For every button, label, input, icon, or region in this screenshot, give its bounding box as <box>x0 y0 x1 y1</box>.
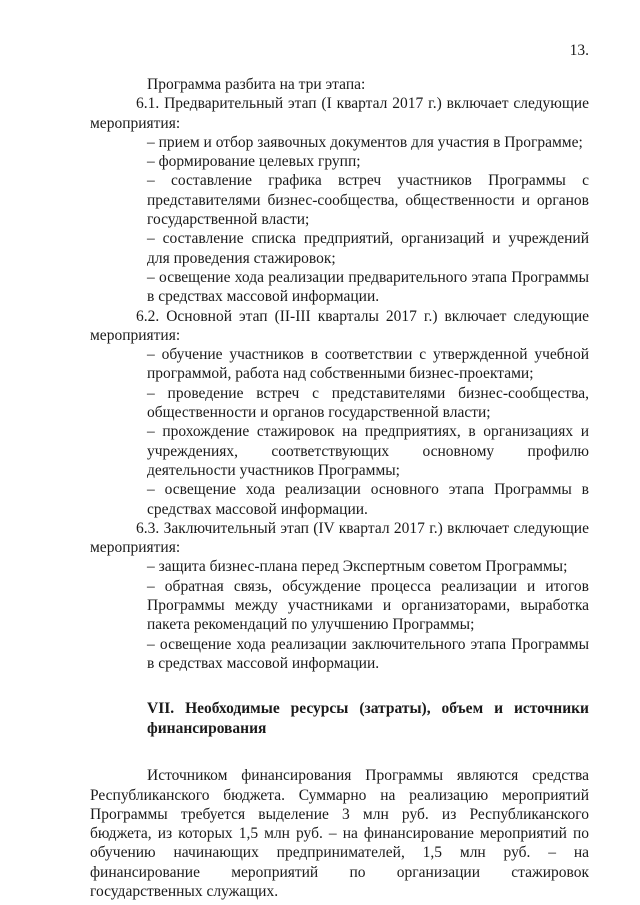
stage1-item: – освещение хода реализации предварительного этапа Программы в средствах массовой информации. <box>147 268 589 306</box>
stage1-title: 6.1. Предварительный этап (I квартал 2017 г.) включает следующие мероприятия: <box>90 95 589 132</box>
document-body <box>90 75 589 901</box>
stage3-item: – освещение хода реализации заключительного этапа Программы в средствах массовой информации. <box>147 635 589 672</box>
stage3-item: – защита бизнес-плана перед Экспертным советом Программы; <box>147 558 568 576</box>
intro-line: Программа разбита на три этапа: <box>147 76 366 93</box>
stage3-item: – обратная связь, обсуждение процесса реализации и итогов Программы между участниками и организаторами, выработка пакета рекомендаций по улучшению Программы; <box>147 577 589 634</box>
stage3-title: 6.3. Заключительный этап (IV квартал 2017 г.) включает следующие мероприятия: <box>90 519 589 557</box>
stage2-title: 6.2. Основной этап (II-III кварталы 2017 г.) включает следующие мероприятия: <box>90 307 589 344</box>
stage2-item: – обучение участников в соответствии с утвержденной учебной программой, работа над собственными бизнес-проектами; <box>147 346 589 383</box>
stage1-item: – составление графика встреч участников Программы с представителями бизнес-сообщества, общественности и органов государственной власти; <box>147 172 589 229</box>
section-heading: VII. Необходимые ресурсы (затраты), объем и источники финансирования <box>147 700 589 738</box>
stage2-item: – проведение встреч с представителями бизнес-сообщества, общественности и органов государственной власти; <box>147 384 589 422</box>
stage2-item: – освещение хода реализации основного этапа Программы в средствах массовой информации. <box>147 481 589 518</box>
stage1-item: – формирование целевых групп; <box>147 153 361 171</box>
financing-paragraph: Источником финансирования Программы являются средства Республиканского бюджета. Суммарно на реализацию мероприятий Программы требуется выделение 3 млн руб. из Республиканского бюджета, из которых 1,5 млн руб. – на финансирование мероприятий по обучению начинающих предпринимателей, 1,5 млн руб. – на финансирование мероприятий по организации стажировок государственных служащих. <box>90 767 589 900</box>
stage1-item: – составление списка предприятий, организаций и учреждений для проведения стажировок; <box>147 230 589 267</box>
stage2-item: – прохождение стажировок на предприятиях, в организациях и учреждениях, соответствующих основному профилю деятельности участников Программы; <box>147 423 589 479</box>
stage1-item: – прием и отбор заявочных документов для участия в Программе; <box>147 133 583 151</box>
page-number: 13. <box>569 42 589 59</box>
